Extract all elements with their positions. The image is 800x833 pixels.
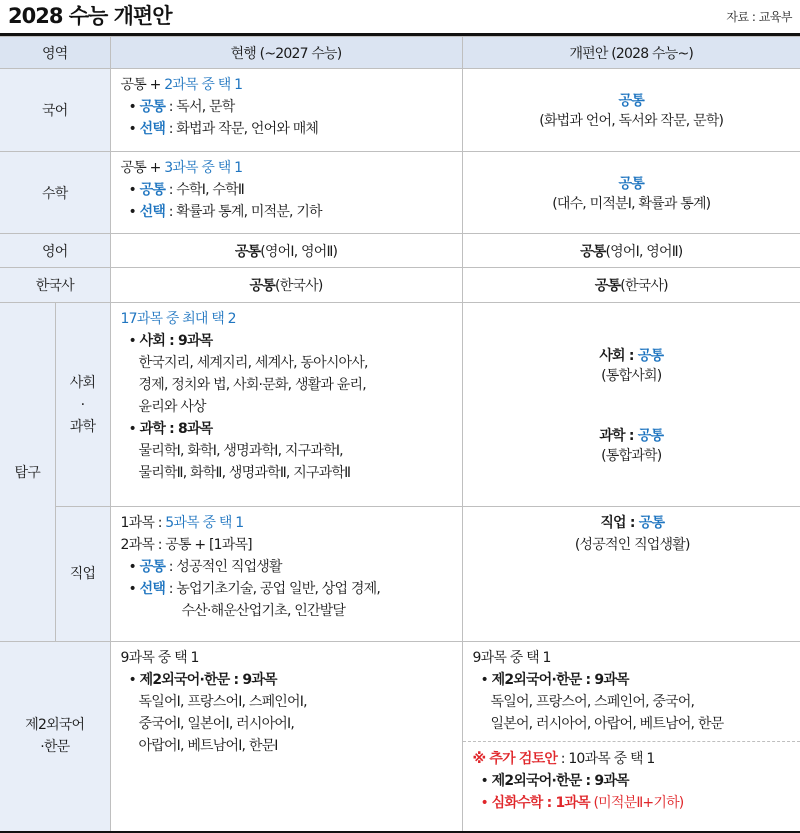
- row-history: [0, 268, 800, 303]
- english-current: 공통(영어Ⅰ, 영어Ⅱ): [110, 234, 462, 268]
- row-korean: [0, 69, 800, 152]
- socsci-new-science: 과학 : 공통: [599, 427, 664, 444]
- socsci-new-science-detail: (통합과학): [601, 447, 662, 464]
- foreign-extra-proposal: [463, 741, 800, 814]
- socsci-science-list2: 물리학Ⅱ, 화학Ⅱ, 생명과학Ⅱ, 지구과학Ⅱ: [138, 465, 351, 481]
- row-inquiry-vocational: [0, 507, 800, 642]
- reform-table: [0, 36, 800, 833]
- socsci-social-list1: 한국지리, 세계지리, 세계사, 동아시아사,: [138, 355, 368, 371]
- area-korean: 국어: [0, 69, 110, 152]
- math-current-line1: 공통 + 3과목 중 택 1: [120, 160, 243, 176]
- socsci-current-science-label: • 과학 : 8과목: [128, 421, 213, 437]
- foreign-extra-label: • 제2외국어·한문 : 9과목: [480, 773, 629, 789]
- source-note: 자료 : 교육부: [726, 10, 792, 24]
- foreign-current: [110, 642, 462, 832]
- math-current-common: • 공통 : 수학Ⅰ, 수학Ⅱ: [128, 182, 244, 198]
- foreign-new-list2: 일본어, 러시아어, 아랍어, 베트남어, 한문: [490, 716, 724, 732]
- area-math: 수학: [0, 152, 110, 234]
- socsci-science-list1: 물리학Ⅰ, 화학Ⅰ, 생명과학Ⅰ, 지구과학Ⅰ,: [138, 443, 343, 459]
- header-new: 개편안 (2028 수능~): [462, 37, 800, 69]
- korean-new: [462, 69, 800, 152]
- math-new: [462, 152, 800, 234]
- sub-vocational: 직업: [55, 507, 110, 642]
- vocational-current-select: • 선택 : 농업기초기술, 공업 일반, 상업 경제,: [128, 581, 380, 597]
- vocational-current-select2: 수산·해운산업기초, 인간발달: [181, 603, 346, 619]
- socsci-new-social-detail: (통합사회): [601, 367, 662, 384]
- foreign-current-head: 9과목 중 택 1: [120, 650, 199, 666]
- foreign-new-list1: 독일어, 프랑스어, 스페인어, 중국어,: [490, 694, 695, 710]
- history-new: 공통(한국사): [462, 268, 800, 303]
- foreign-new-label: • 제2외국어·한문 : 9과목: [480, 672, 629, 688]
- vocational-current-line2: 2과목 : 공통 + [1과목]: [120, 537, 252, 553]
- korean-current-common: • 공통 : 독서, 문학: [128, 99, 235, 115]
- row-math: [0, 152, 800, 234]
- foreign-current-list1: 독일어Ⅰ, 프랑스어Ⅰ, 스페인어Ⅰ,: [138, 694, 307, 710]
- area-foreign: [0, 642, 110, 832]
- math-current-select: • 선택 : 확률과 통계, 미적분, 기하: [128, 204, 322, 220]
- area-inquiry: 탐구: [0, 303, 55, 642]
- foreign-current-label: • 제2외국어·한문 : 9과목: [128, 672, 277, 688]
- row-inquiry-socsci: [0, 303, 800, 507]
- math-new-detail: (대수, 미적분Ⅰ, 확률과 통계): [552, 195, 711, 212]
- socsci-current-head: 17과목 중 최대 택 2: [120, 311, 236, 327]
- foreign-current-list2: 중국어Ⅰ, 일본어Ⅰ, 러시아어Ⅰ,: [138, 716, 294, 732]
- vocational-new: [462, 507, 800, 642]
- korean-new-title: 공통: [618, 93, 644, 109]
- foreign-extra-head: ※ 추가 검토안 : 10과목 중 택 1: [472, 751, 655, 767]
- vocational-current-line1: 1과목 : 5과목 중 택 1: [120, 515, 244, 531]
- math-current: [110, 152, 462, 234]
- area-foreign-line2: ·한문: [40, 739, 70, 756]
- socsci-social-list2: 경제, 정치와 법, 사회·문화, 생활과 윤리,: [138, 377, 366, 393]
- sub-socsci: [55, 303, 110, 507]
- history-current: 공통(한국사): [110, 268, 462, 303]
- korean-current-select: • 선택 : 화법과 작문, 언어와 매체: [128, 121, 319, 137]
- vocational-new-detail: (성공적인 직업생활): [574, 537, 690, 553]
- area-foreign-line1: 제2외국어: [25, 717, 85, 734]
- foreign-extra-math: • 심화수학 : 1과목 (미적분Ⅱ+기하): [480, 795, 684, 811]
- vocational-current: [110, 507, 462, 642]
- vocational-new-label: 직업 : 공통: [600, 515, 665, 531]
- socsci-current: [110, 303, 462, 507]
- sub-socsci-line2: 과학: [69, 418, 96, 435]
- math-new-title: 공통: [618, 175, 644, 192]
- header-row: [0, 37, 800, 69]
- foreign-current-list3: 아랍어Ⅰ, 베트남어Ⅰ, 한문Ⅰ: [138, 738, 278, 754]
- socsci-social-list3: 윤리와 사상: [138, 399, 206, 415]
- area-history: 한국사: [0, 268, 110, 303]
- area-english: 영어: [0, 234, 110, 268]
- sub-socsci-line1: 사회: [69, 374, 96, 391]
- foreign-new-head: 9과목 중 택 1: [472, 650, 551, 666]
- header-current: 현행 (~2027 수능): [110, 37, 462, 69]
- socsci-current-social-label: • 사회 : 9과목: [128, 333, 213, 349]
- korean-new-detail: (화법과 언어, 독서와 작문, 문학): [539, 113, 724, 129]
- row-english: [0, 234, 800, 268]
- vocational-current-common: • 공통 : 성공적인 직업생활: [128, 559, 282, 575]
- row-foreign: [0, 642, 800, 832]
- socsci-new-social: 사회 : 공통: [599, 347, 664, 364]
- english-new: 공통(영어Ⅰ, 영어Ⅱ): [462, 234, 800, 268]
- socsci-new: [462, 303, 800, 507]
- header-area: 영역: [0, 37, 110, 69]
- korean-current: [110, 69, 462, 152]
- foreign-new: [462, 642, 800, 832]
- korean-current-line1: 공통 + 2과목 중 택 1: [120, 77, 243, 93]
- page-title: 2028 수능 개편안: [8, 4, 172, 28]
- sub-socsci-dot: ·: [80, 396, 85, 413]
